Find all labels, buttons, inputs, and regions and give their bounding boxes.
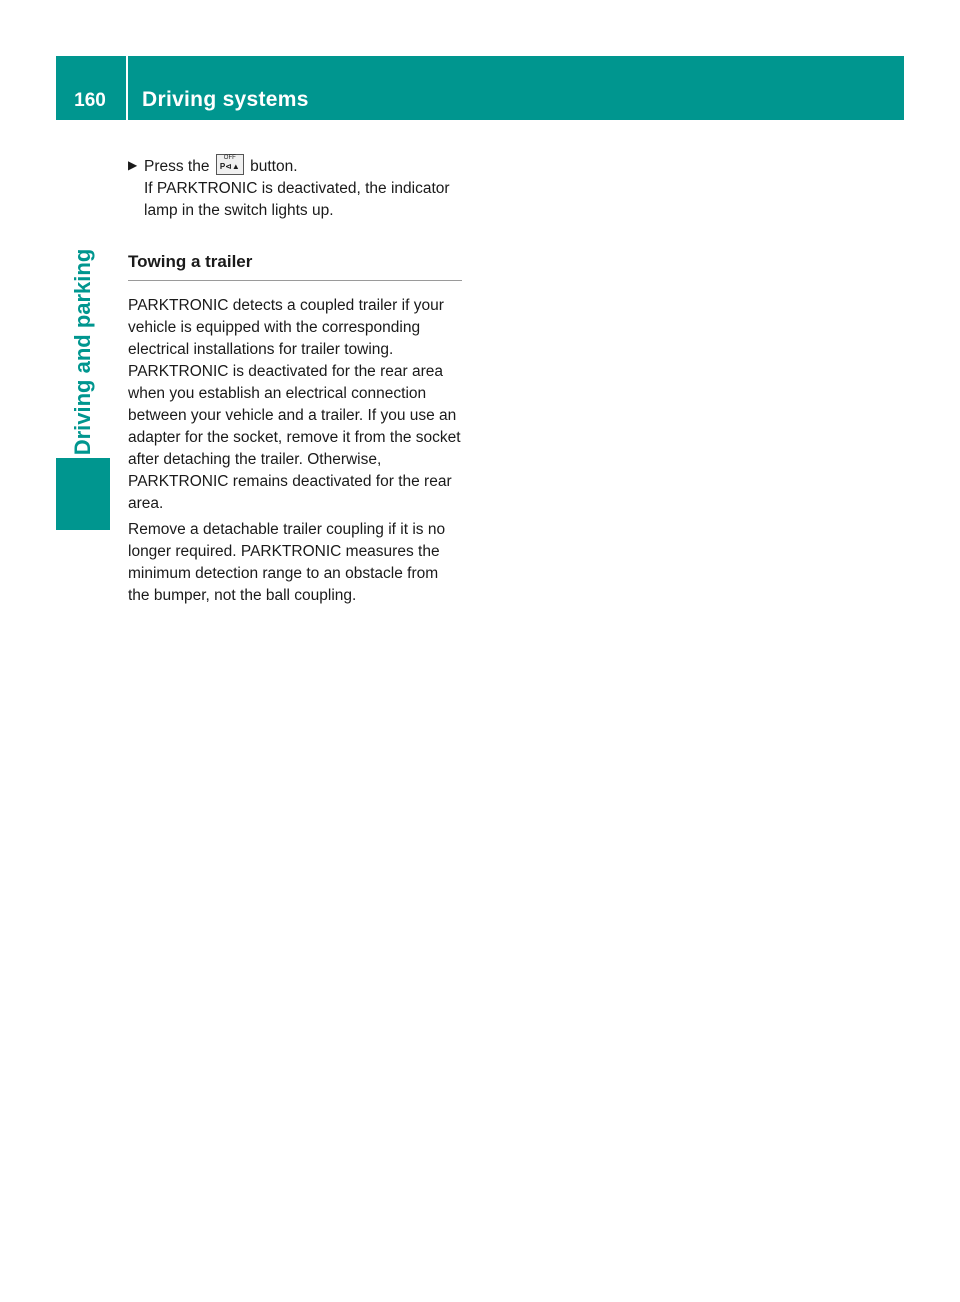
section-heading: Towing a trailer xyxy=(128,250,462,281)
header-divider xyxy=(126,56,128,120)
key-symbol: P⊲▲ xyxy=(219,162,240,171)
step-suffix: button. xyxy=(250,158,298,175)
step-result: If PARKTRONIC is deactivated, the indicator lamp in the switch lights up. xyxy=(144,180,450,219)
paragraph-trailer-coupling: Remove a detachable trailer coupling if it is no longer required. PARKTRONIC measures the minimum detection range to an obstacle from the bumper, not the ball coupling. xyxy=(128,521,446,604)
side-tab-label: Driving and parking xyxy=(70,248,95,456)
side-tab-marker xyxy=(56,458,110,530)
instruction-step xyxy=(128,154,462,222)
paragraph-trailer-detection: PARKTRONIC detects a coupled trailer if your vehicle is equipped with the corresponding electrical installations for trailer towing. PARKTRONIC is deactivated for the rear area when you establish an electrical connection between your vehicle and a trailer. If you use an adapter for the socket, remove it from the socket after detaching the trailer. Otherwise, PARKTRONIC remains deactivated for the rear area. xyxy=(128,297,461,512)
key-off-label: OFF xyxy=(223,155,236,161)
step-prefix: Press the xyxy=(144,158,210,175)
parktronic-off-key-icon xyxy=(216,154,244,175)
page-number: 160 xyxy=(74,90,106,111)
page-content xyxy=(128,154,462,607)
page-header xyxy=(56,56,904,120)
step-arrow-icon: ▶ xyxy=(128,158,138,172)
section-title: Driving systems xyxy=(142,88,309,111)
